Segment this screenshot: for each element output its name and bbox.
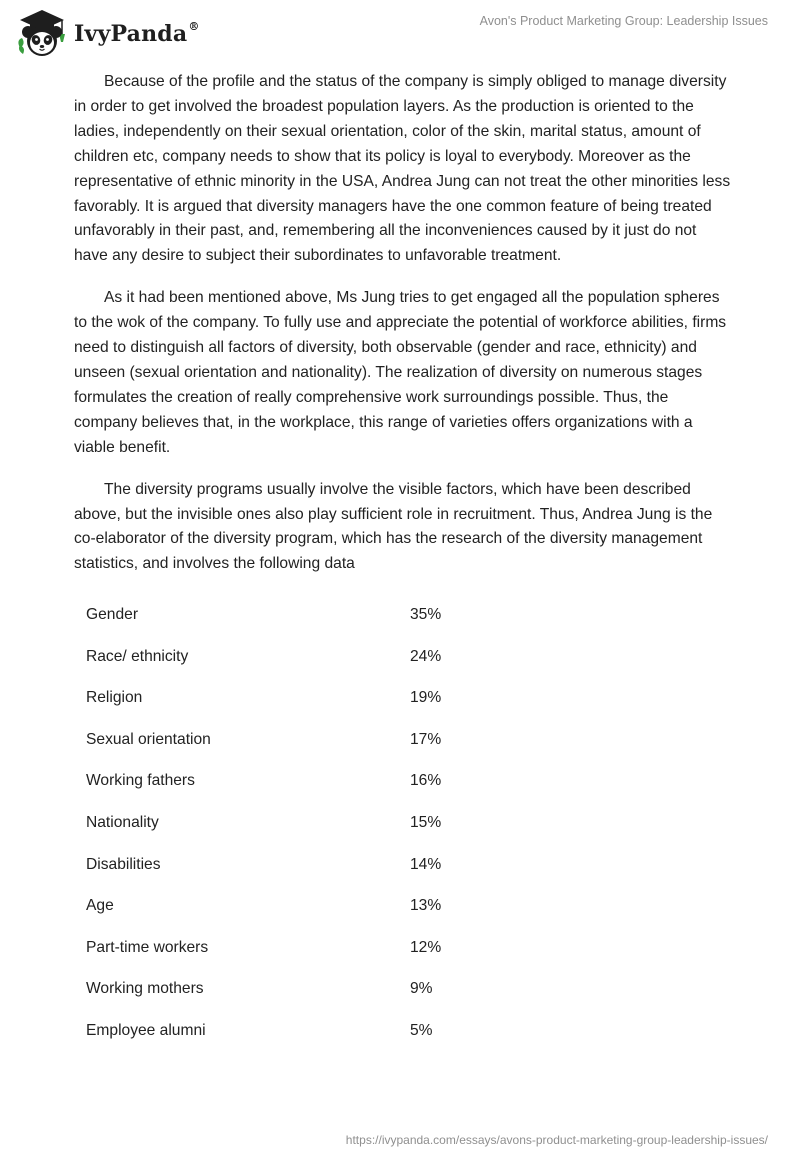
value-cell: 13% xyxy=(410,897,442,915)
panda-graduate-icon xyxy=(14,8,70,60)
essay-body xyxy=(74,70,734,1052)
paragraph: Because of the profile and the status of the company is simply obliged to manage diversity in order to get involved the broadest population layers. As the production is oriented to the ladies, independently on their sexual orientation, color of the skin, marital status, amount of children etc, company needs to show that its policy is loyal to everybody. Moreover as the representative of ethnic minority in the USA, Andrea Jung can not treat the other minorities less favorably. It is argued that diversity managers have the one common feature of being treated unfavorably in their past, and, remembering all the inconveniences caused by it just do not have any desire to subject their subordinates to unfavorable treatment. xyxy=(74,73,731,265)
diversity-statistics-table xyxy=(74,594,734,1052)
factor-cell: Race/ ethnicity xyxy=(86,647,189,665)
factor-cell: Sexual orientation xyxy=(86,730,211,748)
factor-cell: Religion xyxy=(86,689,143,707)
registered-mark: ® xyxy=(188,19,200,33)
factor-cell: Disabilities xyxy=(86,855,161,873)
table-row xyxy=(74,636,734,678)
value-cell: 35% xyxy=(410,606,442,624)
document-title: Avon's Product Marketing Group: Leadership Issues xyxy=(479,14,768,28)
value-cell: 16% xyxy=(410,772,442,790)
factor-cell: Working mothers xyxy=(86,980,204,998)
table-row xyxy=(74,885,734,927)
value-cell: 5% xyxy=(410,1021,433,1039)
factor-cell: Gender xyxy=(86,606,139,624)
brand-name-text: IvyPanda xyxy=(74,21,188,47)
paragraph: The diversity programs usually involve the visible factors, which have been described above, but the invisible ones also play sufficient role in recruitment. Thus, Andrea Jung is the co-elaborator of the diversity program, which has the research of the diversity management statistics, and involves the following data xyxy=(74,480,713,573)
factor-cell: Working fathers xyxy=(86,772,195,790)
brand-logo[interactable] xyxy=(14,8,200,60)
value-cell: 12% xyxy=(410,938,442,956)
value-cell: 19% xyxy=(410,689,442,707)
table-row xyxy=(74,969,734,1011)
factor-cell: Nationality xyxy=(86,813,159,831)
value-cell: 14% xyxy=(410,855,442,873)
table-row xyxy=(74,677,734,719)
table-row xyxy=(74,761,734,803)
table-row xyxy=(74,802,734,844)
table-row xyxy=(74,594,734,636)
value-cell: 9% xyxy=(410,980,433,998)
table-row xyxy=(74,1010,734,1052)
value-cell: 17% xyxy=(410,730,442,748)
table-row xyxy=(74,927,734,969)
source-url[interactable]: https://ivypanda.com/essays/avons-product-marketing-group-leadership-issues/ xyxy=(345,1133,768,1147)
table-row xyxy=(74,844,734,886)
factor-cell: Employee alumni xyxy=(86,1021,206,1039)
value-cell: 15% xyxy=(410,813,442,831)
brand-name xyxy=(74,21,200,47)
page-header xyxy=(0,0,800,70)
factor-cell: Part-time workers xyxy=(86,938,209,956)
factor-cell: Age xyxy=(86,897,114,915)
paragraph: As it had been mentioned above, Ms Jung tries to get engaged all the population spheres to the wok of the company. To fully use and appreciate the potential of workforce abilities, firms need to distinguish all factors of diversity, both observable (gender and race, ethnicity) and unseen (sexual orientation and nationality). The realization of diversity on numerous stages formulates the creation of really comprehensive work surroundings possible. Thus, the company believes that, in the workplace, this range of varieties offers organizations with a viable benefit. xyxy=(74,289,727,456)
value-cell: 24% xyxy=(410,647,442,665)
table-row xyxy=(74,719,734,761)
